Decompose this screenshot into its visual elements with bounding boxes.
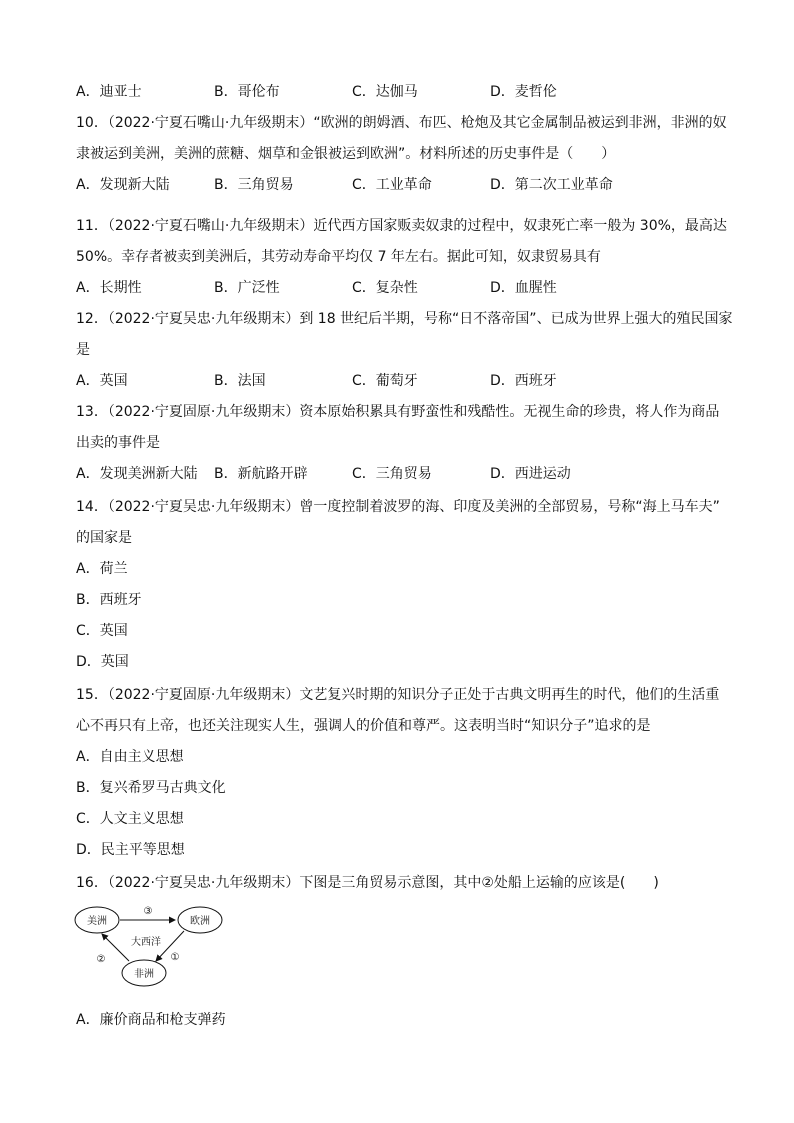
q13-option-a[interactable]: A．发现美洲新大陆: [76, 466, 198, 482]
q16-option-a[interactable]: A．廉价商品和枪支弹药: [76, 1012, 226, 1028]
route-mark-3: ③: [143, 906, 153, 917]
q13-option-b[interactable]: B．新航路开辟: [214, 466, 308, 482]
q11-stem-line2: 50%。幸存者被卖到美洲后，其劳动寿命平均仅 7 年左右。据此可知，奴隶贸易具有: [76, 249, 601, 265]
route-mark-2: ②: [96, 954, 106, 965]
q13-stem-line2: 出卖的事件是: [76, 435, 160, 451]
q9-option-c[interactable]: C．达伽马: [352, 84, 418, 100]
q15-option-b[interactable]: B．复兴希罗马古典文化: [76, 780, 226, 796]
ocean-label: 大西洋: [131, 937, 161, 948]
q12-stem-line2: 是: [76, 342, 90, 358]
q10-option-d[interactable]: D．第二次工业革命: [490, 177, 613, 193]
q10-options: [76, 175, 716, 195]
q16-stem: 16．（2022·宁夏吴忠·九年级期末）下图是三角贸易示意图，其中②处船上运输的应该是( ): [76, 875, 659, 891]
q12-option-b[interactable]: B．法国: [214, 373, 266, 389]
europe-label: 欧洲: [190, 916, 210, 927]
q10-option-c[interactable]: C．工业革命: [352, 177, 432, 193]
q13-option-c[interactable]: C．三角贸易: [352, 466, 432, 482]
q11-option-a[interactable]: A．长期性: [76, 280, 142, 296]
triangle-trade-diagram: [74, 903, 234, 989]
route-mark-1: ①: [170, 952, 180, 963]
americas-label: 美洲: [87, 916, 107, 927]
q15-option-d[interactable]: D．民主平等思想: [76, 842, 185, 858]
q10-stem-line1: 10．（2022·宁夏石嘴山·九年级期末）“欧洲的朗姆酒、布匹、枪炮及其它金属制品被运到非洲，非洲的奴: [76, 115, 727, 131]
q12-stem-line1: 12．（2022·宁夏吴忠·九年级期末）到 18 世纪后半期，号称“日不落帝国”、已成为世界上强大的殖民国家: [76, 311, 733, 327]
q12-option-a[interactable]: A．英国: [76, 373, 128, 389]
q11-option-b[interactable]: B．广泛性: [214, 280, 280, 296]
q10-option-a[interactable]: A．发现新大陆: [76, 177, 170, 193]
q14-stem-line1: 14．（2022·宁夏吴忠·九年级期末）曾一度控制着波罗的海、印度及美洲的全部贸易，号称“海上马车夫”: [76, 499, 720, 515]
q14-option-b[interactable]: B．西班牙: [76, 592, 142, 608]
q11-options: [76, 278, 716, 298]
q9-option-a[interactable]: A．迪亚士: [76, 84, 142, 100]
q15-stem-line1: 15．（2022·宁夏固原·九年级期末）文艺复兴时期的知识分子正处于古典文明再生的时代，他们的生活重: [76, 687, 720, 703]
q15-stem-line2: 心不再只有上帝，也还关注现实人生，强调人的价值和尊严。这表明当时“知识分子”追求的是: [76, 718, 651, 734]
q9-option-d[interactable]: D．麦哲伦: [490, 84, 557, 100]
q9-option-b[interactable]: B．哥伦布: [214, 84, 280, 100]
q11-option-d[interactable]: D．血腥性: [490, 280, 557, 296]
q14-stem-line2: 的国家是: [76, 530, 132, 546]
q15-option-c[interactable]: C．人文主义思想: [76, 811, 184, 827]
q11-option-c[interactable]: C．复杂性: [352, 280, 418, 296]
q14-option-a[interactable]: A．荷兰: [76, 561, 128, 577]
q14-option-c[interactable]: C．英国: [76, 623, 128, 639]
q14-option-d[interactable]: D．英国: [76, 654, 129, 670]
africa-label: 非洲: [134, 969, 154, 980]
q11-stem-line1: 11．（2022·宁夏石嘴山·九年级期末）近代西方国家贩卖奴隶的过程中，奴隶死亡率一般为 30%，最高达: [76, 218, 727, 234]
q13-stem-line1: 13．（2022·宁夏固原·九年级期末）资本原始积累具有野蛮性和残酷性。无视生命的珍贵，将人作为商品: [76, 404, 720, 420]
q15-option-a[interactable]: A．自由主义思想: [76, 749, 184, 765]
q10-stem-line2: 隶被运到美洲，美洲的蔗糖、烟草和金银被运到欧洲”。材料所述的历史事件是（ ）: [76, 146, 616, 162]
q10-option-b[interactable]: B．三角贸易: [214, 177, 294, 193]
q12-option-d[interactable]: D．西班牙: [490, 373, 557, 389]
arrow-africa-americas: [102, 934, 129, 961]
q13-options: [76, 464, 716, 484]
q9-options: [76, 82, 716, 102]
q12-option-c[interactable]: C．葡萄牙: [352, 373, 418, 389]
q12-options: [76, 371, 716, 391]
q13-option-d[interactable]: D．西进运动: [490, 466, 571, 482]
